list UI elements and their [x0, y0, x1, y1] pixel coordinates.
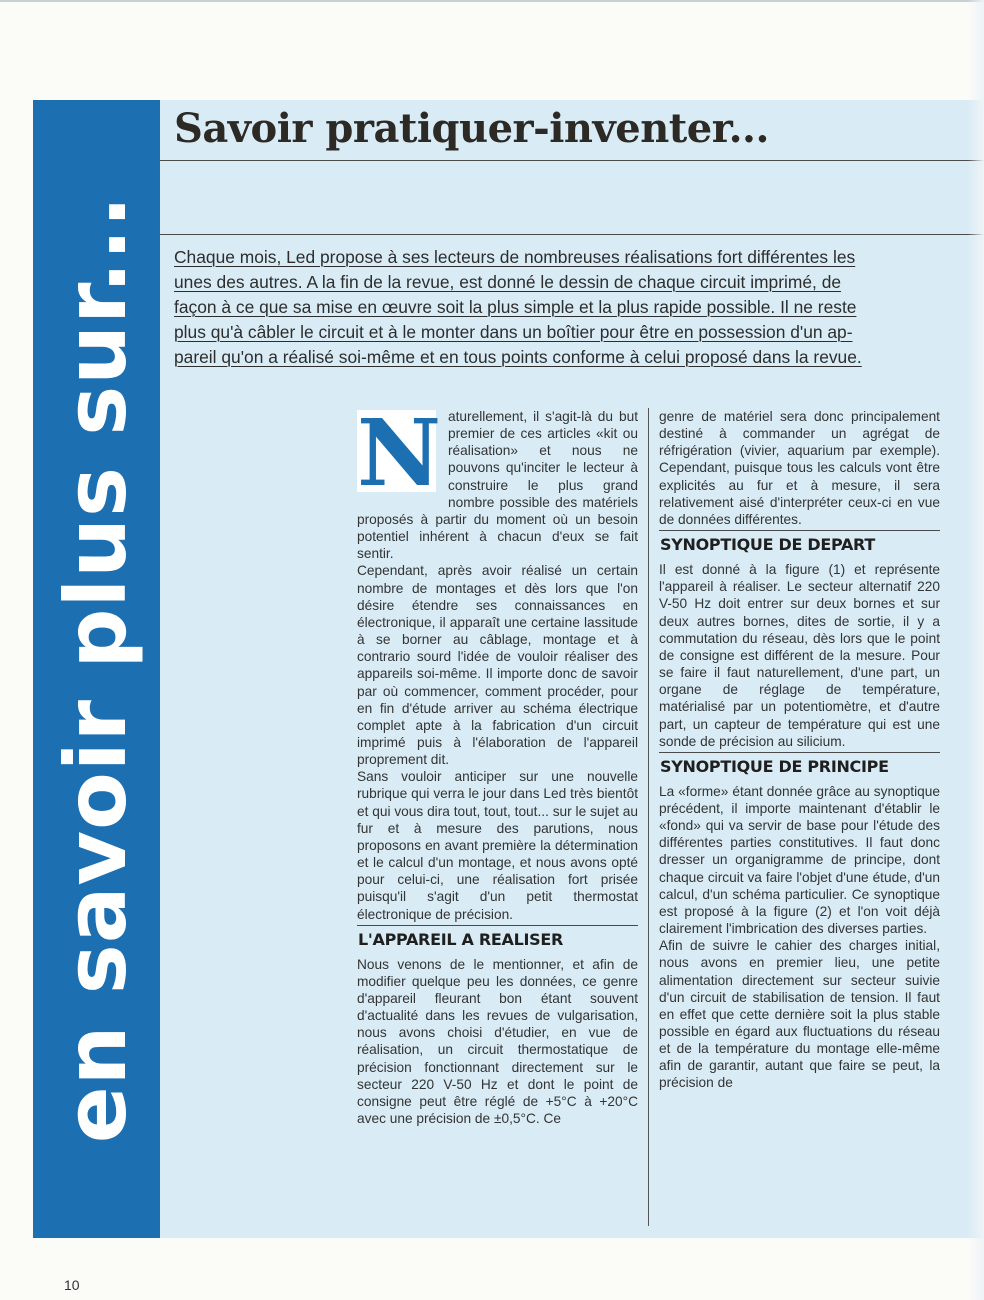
top-edge-rule [0, 0, 984, 2]
intro-rule [160, 234, 984, 235]
drop-cap: N [357, 399, 442, 507]
body-paragraph: genre de matériel sera donc principalement destiné à commander un agrégat de réfrigération (vivier, aquarium par exemple). Cependant, puisque tous les calculs vont être explicités au fur et à mesure, il sera relativement aisé d'interpréter ceux-ci en vue de données différentes. [659, 409, 940, 527]
section-heading: L'APPAREIL A REALISER [357, 925, 638, 953]
section-heading: SYNOPTIQUE DE DEPART [659, 530, 940, 558]
intro-line: façon à ce que sa mise en œuvre soit la plus simple et la plus rapide possible. Il ne reste [174, 297, 857, 317]
intro-line: Chaque mois, Led propose à ses lecteurs de nombreuses réalisations fort différentes les [174, 247, 856, 267]
page-title: Savoir pratiquer-inventer... [174, 105, 769, 152]
intro-line: pareil qu'on a réalisé soi-même et en tous points conforme à celui proposé dans la revue. [174, 347, 862, 367]
body-paragraph: La «forme» étant donnée grâce au synoptique précédent, il importe maintenant d'établir le «fond» qui va servir de base pour l'étude des différentes parties constitutives. Il faut donc dresser un organigramme de principe, dont chaque circuit va faire l'objet d'une étude, d'un calcul, d'un schéma particulier. Ce synoptique est proposé à la figure (2) et l'on voit déjà clairement l'imbrication des diverses parties. [659, 783, 940, 937]
intro-line: unes des autres. A la fin de la revue, est donné le dessin de chaque circuit imprimé, de [174, 272, 842, 292]
intro-line: plus qu'à câbler le circuit et à le monter dans un boîtier pour être en possession d'un ap- [174, 322, 853, 342]
body-paragraph: Sans vouloir anticiper sur une nouvelle rubrique qui verra le jour dans Led très bientôt et qui vous dira tout, tout, tout... sur le sujet au fur et à mesure des parutions, nous proposons en avant première la détermination et le calcul d'un montage, et nous avons opté pour celui-ci, une réalisation fort prisée puisqu'il s'agit d'un petit thermostat électronique de précision. [357, 769, 638, 922]
side-title: en savoir plus sur... [47, 194, 145, 1144]
body-paragraph: Nous venons de le mentionner, et afin de modifier quelque peu les données, ce genre d'appareil fleurant bon étant souvent d'actualité dans les revues de vulgarisation, nous avons choisi d'étudier, en vue de réalisation, un circuit thermostatique de précision fonctionnant directement sur le secteur 220 V-50 Hz et dont le point de consigne peut être réglé de +5°C à +20°C avec une précision de ±0,5°C. Ce [357, 956, 638, 1127]
body-paragraph: Cependant, après avoir réalisé un certain nombre de montages et dès lors que l'on désire étendre ses connaissances en électronique, il apparaît une certaine lassitude à se borner au câblage, montage et à contrario sourd l'idée de vouloir réaliser des appareils soi-même. Il importe donc de savoir par où commencer, comment procéder, pour en fin d'étude arriver au schéma électrique complet apte à la fabrication d'un circuit imprimé puis à l'élaboration de l'appareil proprement dit. [357, 563, 638, 768]
body-paragraph: Afin de suivre le cahier des charges initial, nous avons en premier lieu, une petite alimentation directement sur secteur suivie d'un circuit de stabilisation de tension. Il faut en effet que cette dernière soit la plus stable possible en égard aux fluctuations du réseau et de la température du montage elle-même afin de garantir, autant que faire se peut, la précision de [659, 938, 940, 1091]
intro-paragraph [174, 245, 944, 370]
column-divider [648, 408, 649, 1226]
body-paragraph: aturellement, il s'agit-là du but premier de ces articles «kit ou réalisation» et nous ne pouvons qu'inciter le lecteur à construire le plus grand nombre possible des matériels proposés à partir du moment où un besoin potentiel inhérent à chacun d'eux se fait sentir. [357, 409, 638, 562]
article-column-left [357, 399, 638, 1127]
body-paragraph: Il est donné à la figure (1) et représente l'appareil à réaliser. Le secteur alternatif 220 V-50 Hz doit entrer sur deux bornes et sur deux autres bornes, dites de sortie, il y a commutation du réseau, dès lors que le point de consigne est différent de la mesure. Pour se faire il faut naturellement, d'une part, un organe de réglage de température, matérialisé par un potentiomètre, et d'autre part, un capteur de température qui est une sonde de précision au silicium. [659, 562, 940, 749]
article-column-right [659, 408, 940, 1092]
title-rule [160, 160, 984, 161]
section-heading: SYNOPTIQUE DE PRINCIPE [659, 752, 940, 780]
page-edge-shade [968, 0, 984, 1300]
page-number: 10 [64, 1277, 80, 1293]
